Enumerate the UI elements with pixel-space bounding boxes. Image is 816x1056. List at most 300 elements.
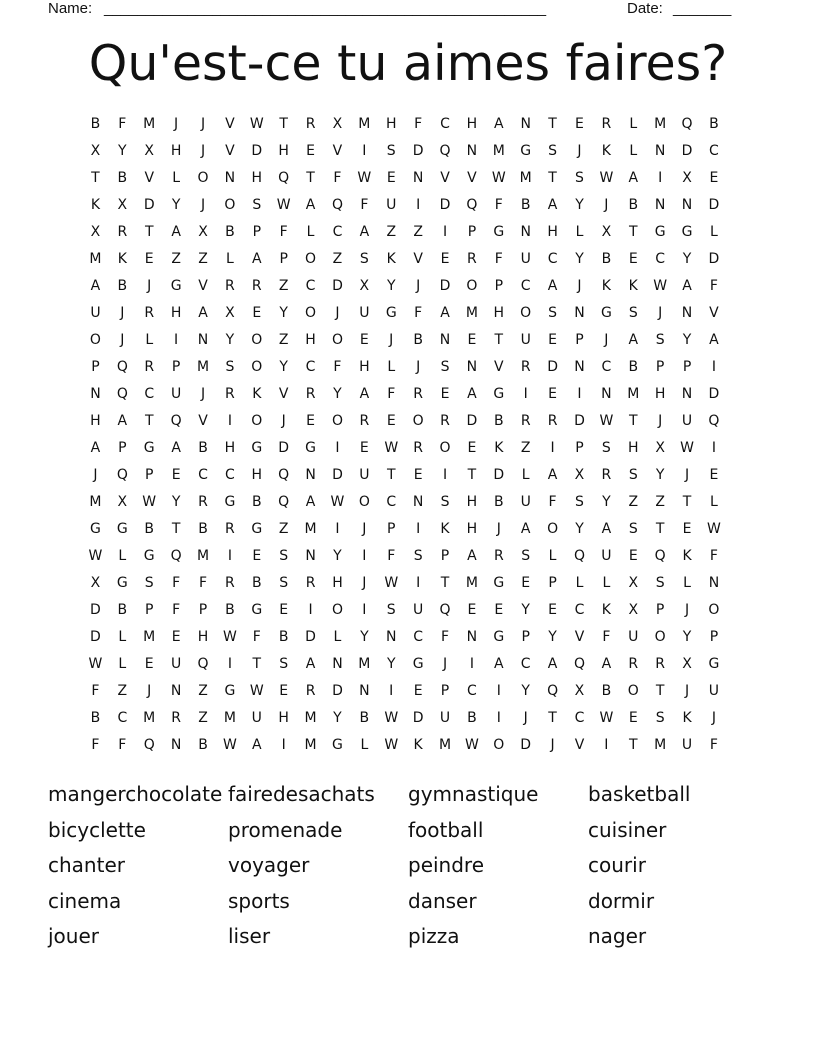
- grid-letter: F: [414, 305, 423, 321]
- grid-letter: M: [654, 737, 667, 753]
- grid-letter: A: [305, 656, 316, 672]
- grid-letter: H: [627, 440, 639, 456]
- grid-letter: L: [629, 143, 638, 159]
- grid-letter: P: [655, 359, 665, 375]
- grid-letter: D: [439, 197, 451, 213]
- grid-letter: B: [90, 116, 101, 132]
- word-search-grid: [82, 111, 734, 759]
- grid-letter: P: [279, 251, 288, 267]
- grid-letter: I: [335, 521, 340, 537]
- grid-letter: L: [710, 224, 718, 240]
- grid-letter: S: [575, 494, 584, 510]
- grid-letter: K: [682, 710, 692, 726]
- grid-letter: X: [332, 116, 343, 132]
- grid-letter: R: [171, 710, 181, 726]
- grid-letter: A: [547, 656, 558, 672]
- grid-letter: M: [143, 116, 156, 132]
- grid-letter: H: [466, 116, 478, 132]
- grid-letter: Y: [333, 386, 342, 402]
- grid-letter: L: [602, 575, 611, 591]
- grid-letter: G: [412, 656, 424, 672]
- grid-letter: Y: [279, 359, 288, 375]
- grid-letter: D: [439, 278, 451, 294]
- grid-letter: C: [574, 602, 585, 618]
- grid-letter: E: [386, 413, 396, 429]
- grid-letter: H: [278, 710, 289, 726]
- grid-letter: D: [251, 143, 263, 159]
- grid-letter: X: [601, 224, 612, 240]
- grid-letter: E: [279, 602, 289, 618]
- grid-letter: Y: [521, 683, 530, 699]
- grid-letter: D: [278, 440, 290, 456]
- grid-letter: A: [520, 521, 531, 537]
- grid-letter: C: [574, 710, 585, 726]
- grid-letter: N: [197, 332, 209, 348]
- grid-letter: K: [601, 278, 611, 294]
- grid-letter: U: [520, 332, 531, 348]
- grid-letter: E: [144, 656, 154, 672]
- grid-letter: X: [682, 170, 692, 186]
- grid-letter: T: [306, 170, 315, 186]
- grid-letter: T: [548, 170, 557, 186]
- date-label: Date:: [627, 0, 663, 17]
- grid-letter: M: [654, 116, 667, 132]
- grid-letter: A: [171, 440, 181, 456]
- grid-letter: F: [172, 575, 181, 591]
- grid-letter: I: [416, 575, 421, 591]
- grid-letter: X: [682, 656, 692, 672]
- grid-letter: D: [305, 629, 316, 645]
- grid-letter: E: [306, 413, 315, 429]
- grid-letter: L: [118, 629, 127, 645]
- grid-letter: H: [385, 116, 397, 132]
- grid-letter: S: [521, 548, 531, 564]
- grid-letter: O: [89, 332, 101, 348]
- grid-letter: B: [628, 197, 639, 213]
- grid-letter: F: [91, 737, 100, 753]
- grid-letter: M: [519, 170, 532, 186]
- grid-letter: A: [682, 278, 692, 294]
- grid-letter: U: [439, 710, 451, 726]
- grid-letter: S: [279, 656, 289, 672]
- grid-letter: R: [198, 494, 208, 510]
- grid-letter: L: [225, 251, 234, 267]
- grid-letter: N: [170, 737, 182, 753]
- grid-letter: M: [304, 521, 317, 537]
- grid-letter: T: [628, 224, 638, 240]
- grid-letter: H: [170, 143, 182, 159]
- grid-letter: S: [252, 197, 262, 213]
- grid-letter: T: [467, 467, 477, 483]
- grid-letter: W: [384, 440, 399, 456]
- grid-letter: B: [467, 710, 477, 726]
- grid-letter: N: [574, 305, 585, 321]
- grid-letter: G: [170, 278, 182, 294]
- grid-letter: J: [416, 278, 421, 294]
- grid-letter: B: [359, 710, 370, 726]
- grid-letter: R: [144, 305, 155, 321]
- grid-letter: Z: [198, 710, 208, 726]
- grid-letter: G: [493, 224, 505, 240]
- grid-letter: F: [333, 170, 342, 186]
- grid-letter: Y: [118, 143, 127, 159]
- grid-letter: O: [466, 278, 478, 294]
- grid-letter: P: [521, 629, 530, 645]
- grid-letter: E: [682, 521, 692, 537]
- grid-letter: N: [466, 359, 478, 375]
- grid-letter: P: [440, 548, 450, 564]
- grid-letter: F: [709, 737, 718, 753]
- word-bank-item: danser: [408, 888, 477, 913]
- grid-letter: Z: [386, 224, 397, 240]
- grid-letter: J: [550, 737, 555, 753]
- grid-letter: H: [654, 386, 666, 402]
- grid-letter: J: [147, 278, 152, 294]
- grid-letter: U: [90, 305, 101, 321]
- grid-letter: N: [305, 548, 316, 564]
- grid-letter: D: [466, 413, 478, 429]
- grid-letter: C: [655, 251, 666, 267]
- grid-letter: B: [225, 224, 235, 240]
- grid-letter: R: [413, 386, 423, 402]
- grid-letter: K: [682, 548, 692, 564]
- word-bank-item: chanter: [48, 853, 125, 878]
- grid-letter: Z: [520, 440, 531, 456]
- grid-letter: N: [681, 305, 693, 321]
- grid-letter: F: [118, 737, 127, 753]
- grid-letter: D: [493, 467, 505, 483]
- grid-letter: E: [144, 251, 154, 267]
- grid-letter: O: [358, 494, 370, 510]
- grid-letter: Y: [360, 629, 369, 645]
- grid-letter: C: [332, 224, 343, 240]
- grid-letter: O: [654, 629, 666, 645]
- grid-letter: S: [413, 548, 423, 564]
- word-bank-item: mangerchocolate: [48, 782, 223, 806]
- grid-letter: J: [362, 521, 367, 537]
- grid-letter: B: [601, 251, 612, 267]
- word-bank-item: fairedesachats: [228, 782, 375, 806]
- page-title: Qu'est-ce tu aimes faires?: [88, 35, 728, 92]
- grid-letter: G: [251, 602, 263, 618]
- grid-letter: C: [440, 116, 450, 132]
- grid-letter: Q: [143, 737, 155, 753]
- grid-letter: P: [682, 359, 692, 375]
- grid-letter: J: [120, 305, 125, 321]
- grid-letter: B: [709, 116, 719, 132]
- grid-letter: K: [90, 197, 101, 213]
- grid-letter: G: [251, 521, 263, 537]
- grid-letter: T: [440, 575, 450, 591]
- grid-letter: N: [520, 224, 531, 240]
- grid-letter: N: [412, 170, 424, 186]
- grid-letter: B: [251, 575, 262, 591]
- grid-letter: Y: [602, 494, 611, 510]
- grid-letter: N: [681, 386, 693, 402]
- grid-letter: I: [389, 683, 394, 699]
- grid-letter: D: [143, 197, 155, 213]
- grid-letter: L: [145, 332, 154, 348]
- grid-letter: Q: [278, 467, 290, 483]
- grid-letter: I: [577, 386, 582, 402]
- grid-letter: I: [469, 656, 474, 672]
- word-bank-item: courir: [588, 853, 646, 878]
- grid-letter: R: [413, 440, 423, 456]
- grid-letter: Y: [171, 494, 181, 510]
- grid-letter: O: [197, 170, 209, 186]
- grid-letter: O: [493, 737, 505, 753]
- grid-letter: C: [117, 710, 128, 726]
- grid-letter: S: [440, 494, 450, 510]
- grid-letter: Y: [333, 548, 342, 564]
- grid-letter: N: [386, 629, 397, 645]
- grid-letter: U: [359, 467, 370, 483]
- grid-letter: R: [520, 359, 531, 375]
- grid-letter: Z: [171, 251, 181, 267]
- grid-letter: A: [628, 170, 639, 186]
- grid-letter: P: [575, 440, 584, 456]
- grid-letter: W: [384, 710, 399, 726]
- grid-letter: G: [493, 386, 505, 402]
- grid-letter: E: [386, 170, 396, 186]
- grid-letter: M: [89, 494, 102, 510]
- grid-letter: I: [711, 359, 716, 375]
- grid-letter: F: [360, 197, 369, 213]
- grid-letter: F: [198, 575, 208, 591]
- grid-letter: B: [144, 521, 155, 537]
- grid-letter: T: [91, 170, 100, 186]
- grid-letter: J: [577, 278, 582, 294]
- grid-letter: M: [627, 386, 640, 402]
- grid-letter: K: [413, 737, 423, 753]
- grid-letter: I: [523, 386, 528, 402]
- grid-letter: Q: [439, 143, 451, 159]
- grid-letter: J: [281, 413, 286, 429]
- grid-letter: V: [225, 143, 235, 159]
- grid-letter: V: [225, 116, 235, 132]
- grid-letter: A: [547, 278, 558, 294]
- grid-letter: P: [387, 521, 396, 537]
- word-bank-item: gymnastique: [408, 782, 539, 806]
- grid-letter: E: [306, 143, 315, 159]
- grid-letter: Q: [547, 683, 559, 699]
- word-bank-item: liser: [228, 924, 271, 949]
- grid-letter: R: [225, 521, 235, 537]
- grid-letter: I: [362, 602, 367, 618]
- grid-letter: C: [709, 143, 719, 159]
- grid-letter: P: [548, 575, 557, 591]
- grid-letter: V: [440, 170, 450, 186]
- grid-letter: A: [117, 413, 128, 429]
- grid-letter: E: [171, 629, 181, 645]
- grid-letter: E: [575, 116, 584, 132]
- grid-letter: G: [681, 224, 693, 240]
- grid-letter: J: [200, 197, 206, 213]
- grid-letter: J: [362, 575, 367, 591]
- grid-letter: U: [520, 494, 531, 510]
- grid-letter: T: [548, 710, 557, 726]
- grid-letter: E: [709, 467, 719, 483]
- grid-letter: H: [466, 494, 478, 510]
- grid-letter: H: [251, 467, 263, 483]
- grid-letter: D: [708, 386, 720, 402]
- grid-letter: D: [708, 251, 720, 267]
- grid-letter: C: [386, 494, 397, 510]
- grid-letter: J: [335, 305, 340, 321]
- word-bank-item: football: [408, 817, 484, 842]
- grid-letter: H: [170, 305, 182, 321]
- grid-letter: J: [711, 710, 716, 726]
- grid-letter: R: [467, 251, 477, 267]
- grid-letter: Z: [278, 278, 289, 294]
- grid-letter: P: [145, 467, 154, 483]
- grid-letter: S: [225, 359, 235, 375]
- grid-letter: X: [90, 575, 101, 591]
- grid-letter: Q: [439, 602, 451, 618]
- grid-letter: F: [91, 683, 100, 699]
- grid-letter: R: [225, 575, 235, 591]
- grid-letter: A: [90, 278, 101, 294]
- grid-letter: W: [357, 170, 372, 186]
- grid-letter: Q: [466, 197, 478, 213]
- grid-letter: L: [387, 359, 396, 375]
- grid-letter: M: [358, 656, 371, 672]
- grid-letter: H: [547, 224, 558, 240]
- grid-letter: J: [658, 413, 663, 429]
- grid-letter: D: [90, 629, 101, 645]
- grid-letter: I: [308, 602, 313, 618]
- grid-letter: A: [305, 494, 316, 510]
- grid-letter: J: [523, 710, 528, 726]
- grid-letter: T: [628, 413, 638, 429]
- grid-letter: A: [547, 467, 558, 483]
- grid-letter: S: [628, 305, 638, 321]
- grid-letter: I: [174, 332, 179, 348]
- grid-letter: U: [681, 737, 693, 753]
- grid-letter: G: [708, 656, 720, 672]
- grid-letter: V: [144, 170, 155, 186]
- grid-letter: B: [117, 602, 128, 618]
- grid-letter: J: [684, 683, 690, 699]
- grid-letter: I: [227, 656, 232, 672]
- grid-letter: I: [658, 170, 663, 186]
- grid-letter: V: [709, 305, 719, 321]
- grid-letter: V: [413, 251, 423, 267]
- grid-letter: A: [252, 251, 262, 267]
- grid-letter: J: [200, 116, 206, 132]
- grid-letter: E: [413, 683, 423, 699]
- grid-letter: S: [386, 143, 396, 159]
- grid-letter: Y: [225, 332, 235, 348]
- grid-letter: N: [224, 170, 236, 186]
- grid-letter: X: [90, 143, 101, 159]
- grid-letter: C: [305, 278, 316, 294]
- word-bank-item: nager: [588, 924, 647, 949]
- grid-letter: S: [575, 170, 584, 186]
- grid-letter: W: [599, 710, 614, 726]
- grid-letter: J: [496, 521, 501, 537]
- grid-letter: Q: [116, 386, 128, 402]
- grid-letter: B: [198, 521, 208, 537]
- grid-letter: A: [494, 656, 504, 672]
- grid-letter: Q: [116, 359, 128, 375]
- grid-letter: U: [681, 413, 693, 429]
- grid-letter: F: [494, 197, 503, 213]
- grid-letter: Z: [198, 683, 208, 699]
- grid-letter: Y: [682, 332, 692, 348]
- header-line: [48, 0, 748, 20]
- grid-letter: A: [90, 440, 101, 456]
- word-bank-item: voyager: [228, 853, 310, 878]
- grid-letter: D: [332, 467, 343, 483]
- grid-letter: O: [331, 602, 343, 618]
- grid-letter: A: [440, 305, 450, 321]
- grid-letter: E: [359, 440, 369, 456]
- grid-letter: H: [332, 575, 343, 591]
- grid-letter: S: [628, 521, 638, 537]
- grid-letter: I: [711, 440, 716, 456]
- grid-letter: Q: [331, 197, 343, 213]
- grid-letter: S: [628, 467, 638, 483]
- word-bank-item: jouer: [48, 924, 99, 949]
- grid-letter: R: [305, 575, 316, 591]
- grid-letter: G: [143, 440, 155, 456]
- grid-letter: S: [655, 575, 665, 591]
- grid-letter: L: [575, 224, 584, 240]
- grid-letter: Y: [575, 521, 584, 537]
- grid-letter: B: [225, 602, 235, 618]
- grid-letter: M: [465, 575, 478, 591]
- grid-letter: N: [601, 386, 612, 402]
- grid-letter: J: [658, 305, 663, 321]
- grid-letter: F: [709, 548, 718, 564]
- grid-letter: R: [628, 656, 639, 672]
- grid-letter: N: [90, 386, 101, 402]
- grid-letter: C: [225, 467, 235, 483]
- grid-letter: L: [333, 629, 342, 645]
- grid-letter: A: [467, 386, 477, 402]
- grid-letter: R: [440, 413, 450, 429]
- grid-letter: T: [494, 332, 504, 348]
- grid-letter: C: [305, 359, 316, 375]
- grid-letter: Y: [333, 710, 342, 726]
- word-bank-item: dormir: [588, 888, 655, 913]
- grid-letter: W: [276, 197, 291, 213]
- grid-letter: D: [547, 359, 558, 375]
- grid-letter: W: [142, 494, 157, 510]
- grid-letter: J: [147, 683, 152, 699]
- grid-letter: U: [628, 629, 639, 645]
- grid-letter: H: [359, 359, 370, 375]
- grid-letter: O: [520, 305, 532, 321]
- grid-letter: E: [279, 683, 289, 699]
- grid-letter: H: [466, 521, 478, 537]
- word-bank: [48, 778, 768, 956]
- grid-letter: Z: [278, 521, 289, 537]
- grid-letter: E: [548, 386, 558, 402]
- grid-letter: W: [249, 116, 264, 132]
- grid-letter: W: [88, 656, 103, 672]
- grid-letter: K: [252, 386, 262, 402]
- grid-letter: J: [684, 602, 690, 618]
- grid-letter: M: [143, 710, 156, 726]
- grid-letter: D: [332, 278, 343, 294]
- grid-letter: Y: [682, 629, 692, 645]
- grid-letter: O: [251, 413, 263, 429]
- grid-letter: H: [305, 332, 316, 348]
- grid-letter: E: [548, 602, 558, 618]
- grid-letter: N: [708, 575, 720, 591]
